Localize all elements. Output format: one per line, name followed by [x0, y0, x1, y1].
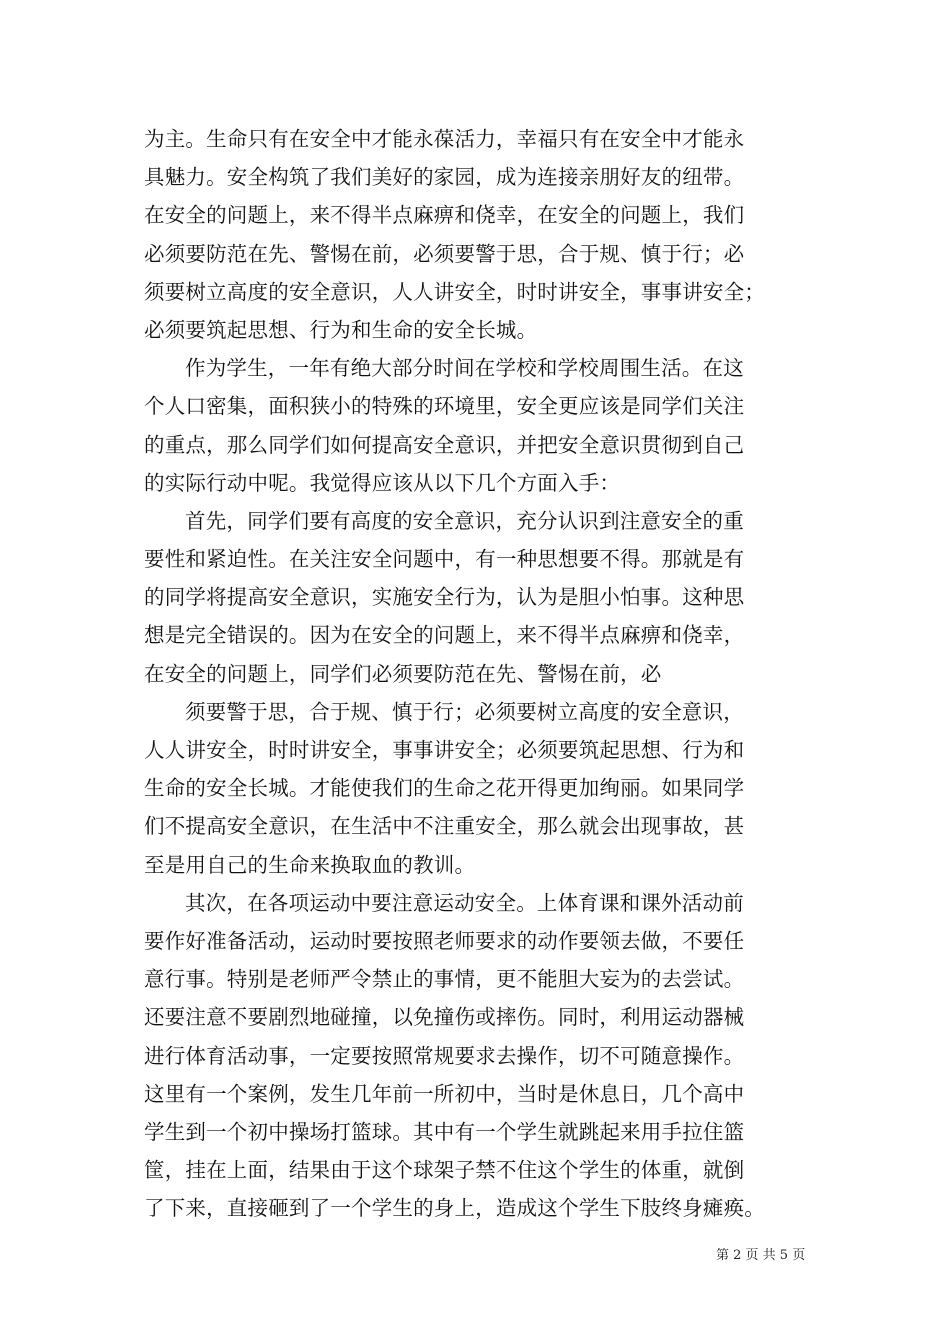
text-line: 作为学生，一年有绝大部分时间在学校和学校周围生活。在这 — [185, 356, 744, 381]
text-line: 其次，在各项运动中要注意运动安全。上体育课和课外活动前 — [185, 890, 744, 915]
text-line: 筐，挂在上面，结果由于这个球架子禁不住这个学生的体重，就倒 — [144, 1158, 745, 1183]
text-line: 须要警于思，合于规、慎于行；必须要树立高度的安全意识， — [185, 699, 744, 724]
text-line: 个人口密集，面积狭小的特殊的环境里，安全更应该是同学们关注 — [144, 394, 745, 419]
text-line: 要性和紧迫性。在关注安全问题中，有一种思想要不得。那就是有 — [144, 547, 745, 572]
text-line: 想是完全错误的。因为在安全的问题上，来不得半点麻痹和侥幸， — [144, 623, 745, 648]
body-text — [144, 120, 824, 1227]
text-line: 进行体育活动事，一定要按照常规要求去操作，切不可随意操作。 — [144, 1043, 745, 1068]
page-number: 第 2 页 共 5 页 — [716, 1248, 806, 1263]
text-line: 的实际行动中呢。我觉得应该从以下几个方面入手： — [144, 470, 621, 495]
text-line: 人人讲安全，时时讲安全，事事讲安全；必须要筑起思想、行为和 — [144, 738, 745, 762]
text-line: 学生到一个初中操场打篮球。其中有一个学生就跳起来用手拉住篮 — [144, 1119, 745, 1144]
text-line: 为主。生命只有在安全中才能永葆活力，幸福只有在安全中才能永 — [144, 127, 745, 151]
text-line: 必须要筑起思想、行为和生命的安全长城。 — [144, 317, 538, 342]
text-line: 意行事。特别是老师严令禁止的事情，更不能胆大妄为的去尝试。 — [144, 967, 745, 992]
text-line: 还要注意不要剧烈地碰撞，以免撞伤或摔伤。同时，利用运动器械 — [144, 1005, 745, 1030]
text-line: 这里有一个案例，发生几年前一所初中，当时是休息日，几个高中 — [144, 1081, 745, 1106]
text-line: 们不提高安全意识，在生活中不注重安全，那么就会出现事故，甚 — [144, 814, 745, 839]
text-line: 的重点，那么同学们如何提高安全意识，并把安全意识贯彻到自己 — [144, 432, 745, 457]
text-line: 在安全的问题上，同学们必须要防范在先、警惕在前，必 — [144, 661, 662, 686]
text-line: 了下来，直接砸到了一个学生的身上，造成这个学生下肢终身瘫痪。 — [144, 1196, 765, 1221]
text-line: 生命的安全长城。才能使我们的生命之花开得更加绚丽。如果同学 — [144, 776, 745, 801]
text-line: 首先，同学们要有高度的安全意识，充分认识到注意安全的重 — [185, 508, 744, 533]
text-line: 在安全的问题上，来不得半点麻痹和侥幸，在安全的问题上，我们 — [144, 203, 745, 228]
text-line: 须要树立高度的安全意识，人人讲安全，时时讲安全，事事讲安全； — [144, 279, 765, 304]
text-line: 要作好准备活动，运动时要按照老师要求的动作要领去做，不要任 — [144, 928, 745, 953]
text-line: 至是用自己的生命来换取血的教训。 — [144, 852, 476, 877]
text-line: 具魅力。安全构筑了我们美好的家园，成为连接亲朋好友的纽带。 — [144, 165, 745, 190]
text-line: 必须要防范在先、警惕在前，必须要警于思，合于规、慎于行；必 — [144, 241, 745, 266]
text-line: 的同学将提高安全意识，实施安全行为，认为是胆小怕事。这种思 — [144, 585, 745, 610]
